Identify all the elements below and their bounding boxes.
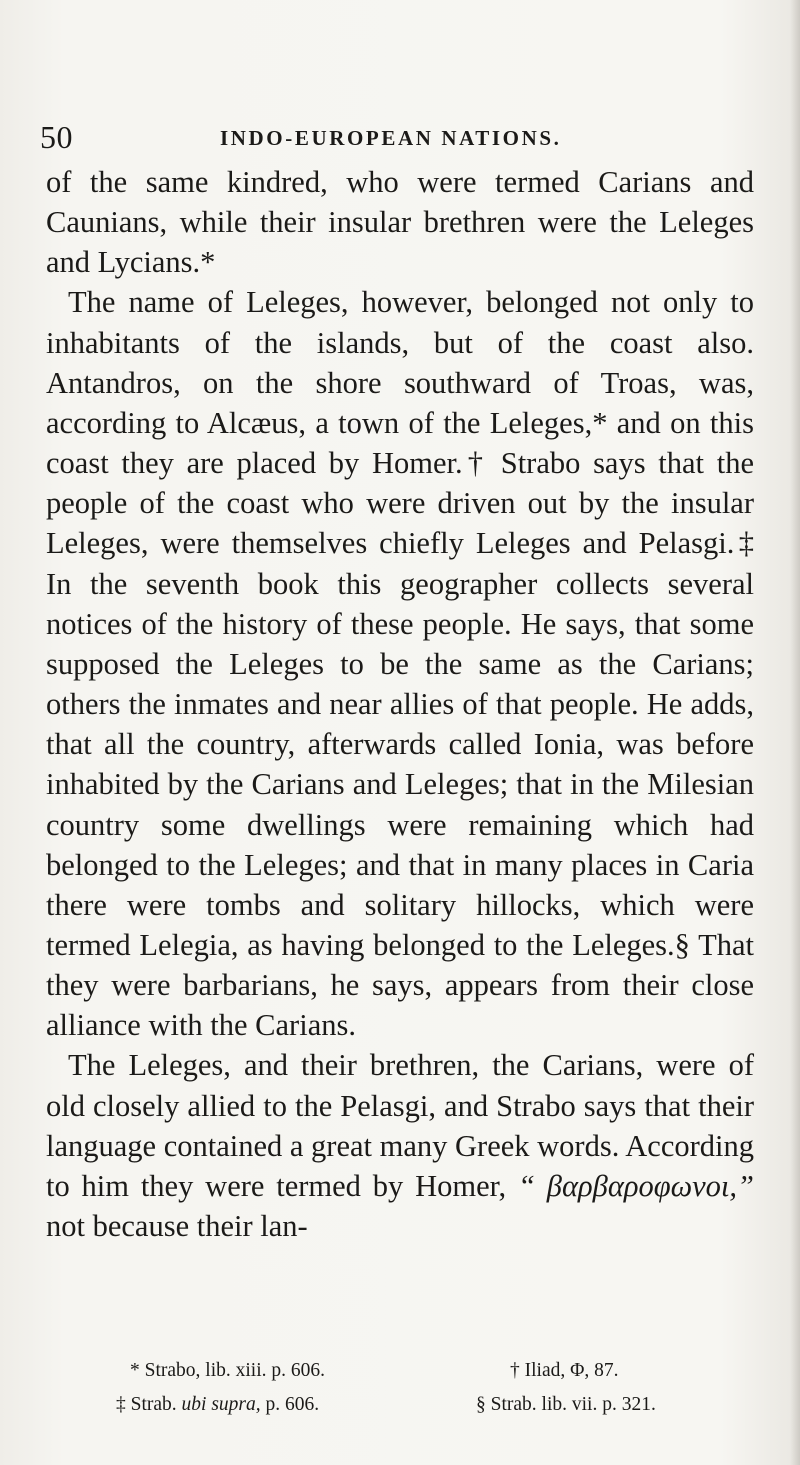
footnote-star: * Strabo, lib. xiii. p. 606.: [130, 1360, 325, 1381]
paragraph-2: The name of Leleges, however, belonged not only to inhabitants of the islands, but of the coast also. Antandros, on the shore southward of Troas, was, according to Alcæus, a town of the Leleges,* and on this coast they are placed by Homer.† Strabo says that the people of the coast who were driven out by the insular Leleges, were themselves chiefly Leleges and Pelasgi.‡ In the seventh book this geographer collects several notices of the history of these people. He says, that some supposed the Leleges to be the same as the Carians; others the inmates and near allies of that people. He adds, that all the country, afterwards called Ionia, was before inhabited by the Carians and Leleges; that in the Milesian country some dwellings were remaining which had belonged to the Leleges; and that in many places in Caria there were tombs and solitary hillocks, which were termed Lelegia, as having belonged to the Leleges.§ That they were barbarians, he says, appears from their close alliance with the Carians.: [46, 285, 754, 1043]
body-text: [46, 162, 754, 1246]
footnote-row-2: [50, 1388, 750, 1422]
page-edge-shadow: [790, 0, 800, 1465]
running-head: INDO-EUROPEAN NATIONS.: [220, 126, 562, 150]
paragraph-3-trailing: not because their lan-: [46, 1209, 308, 1244]
footnote-double-dagger-suffix: p. 606.: [260, 1394, 320, 1415]
footnote-section: § Strab. lib. vii. p. 321.: [476, 1394, 656, 1415]
paragraph-3: [46, 1045, 754, 1246]
footnote-row-1: [50, 1354, 750, 1388]
footnote-double-dagger-italic: ubi supra,: [181, 1394, 261, 1415]
page-header: [40, 115, 740, 159]
greek-quote: “ βαρβαροφωνοι,”: [518, 1168, 754, 1203]
paragraph-3-text: The Leleges, and their brethren, the Carians, were of old closely allied to the Pelasgi, and Strabo says that their language contained a great many Greek words. According to him they were termed by Homer,: [46, 1048, 755, 1203]
paragraph-1: of the same kindred, who were termed Carians and Caunians, while their insular brethren were the Leleges and Lycians.*: [46, 165, 754, 280]
footnote-dagger: † Iliad, Φ, 87.: [510, 1360, 619, 1381]
page-number: 50: [40, 119, 73, 155]
footnote-double-dagger-prefix: ‡ Strab.: [116, 1394, 182, 1415]
footnotes: [50, 1354, 750, 1422]
footnote-double-dagger: [116, 1388, 319, 1422]
